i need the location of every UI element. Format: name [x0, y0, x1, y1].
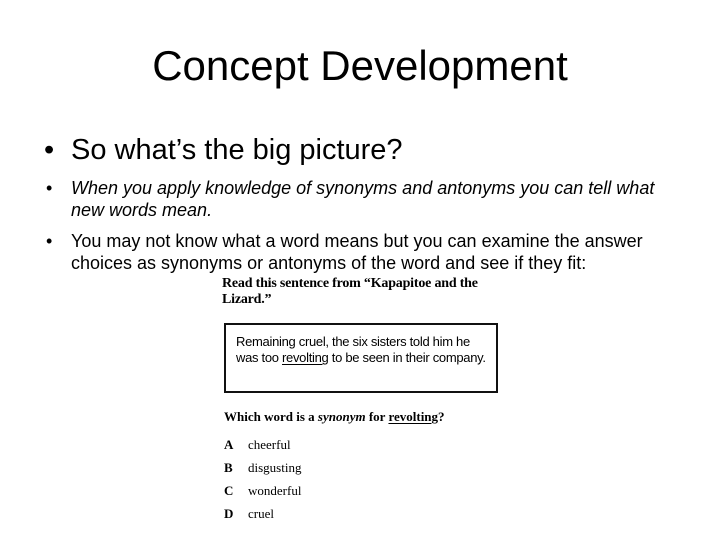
question-end: ? [438, 409, 445, 424]
test-item-intro [222, 276, 522, 308]
choice-letter: D [224, 506, 234, 521]
sub-bullet-text: You may not know what a word means but you can examine the answer choices as synonyms or antonyms of the word and see if they fit: [71, 231, 643, 273]
choice-text: cheerful [248, 437, 291, 452]
bullet-marker: • [46, 231, 53, 251]
choice-text: wonderful [248, 483, 302, 498]
question-word: revolting [388, 409, 439, 424]
answer-choice-c [224, 483, 301, 499]
main-bullet [44, 134, 403, 167]
choice-letter: C [224, 483, 234, 498]
question-mid: for [365, 409, 389, 424]
choice-letter: A [224, 437, 234, 452]
question-prefix: Which word is a [224, 409, 318, 424]
passage-target-word: revolting [282, 350, 329, 365]
intro-prefix: Read this sentence from [222, 276, 364, 291]
passage-after: to be seen in their company. [328, 350, 486, 365]
answer-choice-b [224, 460, 301, 476]
bullet-marker: • [46, 178, 53, 198]
question-term: synonym [317, 409, 366, 424]
bullet-marker: • [44, 134, 55, 166]
sub-bullet-1 [46, 177, 686, 221]
choice-text: disgusting [248, 460, 302, 475]
slide-title: Concept Development [152, 42, 568, 89]
main-bullet-text: So what’s the big picture? [71, 134, 403, 166]
passage-before: Remaining cruel, the six sisters told him he was too [236, 334, 470, 365]
passage-text [236, 334, 492, 366]
test-question [224, 409, 445, 425]
sub-bullet-2 [46, 230, 686, 274]
choice-text: cruel [248, 506, 274, 521]
answer-choice-a [224, 437, 291, 453]
choice-letter: B [224, 460, 233, 475]
answer-choice-d [224, 506, 274, 522]
intro-quote: “Kapapitoe and the Lizard.” [222, 276, 478, 307]
sub-bullet-text: When you apply knowledge of synonyms and antonyms you can tell what new words mean. [71, 178, 655, 220]
